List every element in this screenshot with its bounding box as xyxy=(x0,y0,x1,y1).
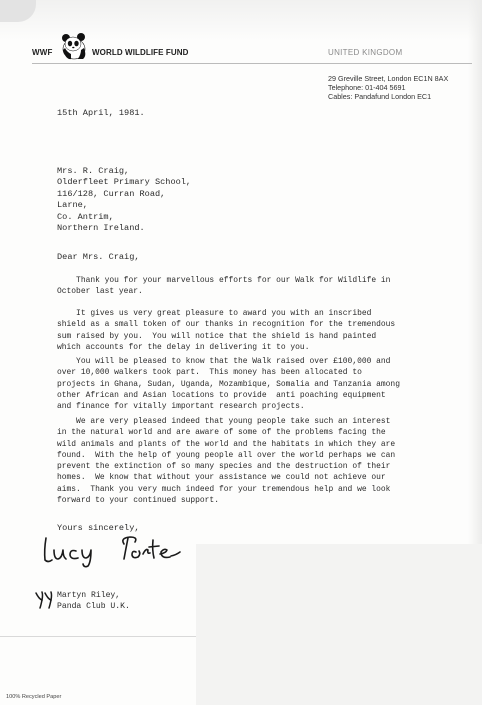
body-line: shield as a small token of our thanks in recognition for the tremendous xyxy=(57,320,396,330)
signer-name: Martyn Riley, xyxy=(57,591,121,600)
org-country: UNITED KINGDOM xyxy=(328,48,403,57)
scan-paper-overlap xyxy=(196,544,482,705)
body-line: We are very pleased indeed that young people take such an interest xyxy=(57,417,391,426)
body-line: in the natural world and are aware of some of the problems facing the xyxy=(57,428,386,438)
body-paragraph xyxy=(57,308,477,353)
body-line: prevent the extinction of so many species and the destruction of their xyxy=(57,462,391,472)
letter-date: 15th April, 1981. xyxy=(57,108,145,118)
body-line: wild animals and plants of the world and the habitats in which they are xyxy=(57,439,396,449)
address-street: 29 Greville Street, London EC1N 8AX xyxy=(328,74,449,83)
body-line: sum raised by you. You will notice that the shield is hand painted xyxy=(57,331,377,341)
body-line: found. With the help of young people all over the world perhaps we can xyxy=(57,450,396,460)
recipient-address xyxy=(57,166,191,234)
body-line: It gives us very great pleasure to award you with an inscribed xyxy=(57,309,372,318)
letterhead xyxy=(32,30,472,60)
scan-paper-edge xyxy=(0,636,196,637)
recipient-line: Co. Antrim, xyxy=(57,211,114,222)
body-line: homes. We know that without your assistance we could not achieve our xyxy=(57,473,386,483)
body-line: aims. Thank you very much indeed for your tremendous help and we look xyxy=(57,484,391,494)
body-line: forward to your continued support. xyxy=(57,496,219,506)
body-line: You will be pleased to know that the Walk raised over £100,000 and xyxy=(57,357,391,366)
address-cables: Cables: Pandafund London EC1 xyxy=(328,92,432,102)
signer-title: Panda Club U.K. xyxy=(57,601,130,611)
handwritten-signature xyxy=(40,532,190,568)
body-line: other African and Asian locations to provide anti poaching equipment xyxy=(57,390,386,400)
org-address-block xyxy=(328,74,448,102)
body-line: which accounts for the delay in delivering it to you. xyxy=(57,342,310,352)
salutation: Dear Mrs. Craig, xyxy=(57,252,140,262)
body-paragraph xyxy=(57,356,477,412)
letterhead-rule xyxy=(32,63,472,64)
address-telephone: Telephone: 01-404 5691 xyxy=(328,83,406,93)
body-paragraph xyxy=(57,275,477,298)
signer-block xyxy=(57,591,130,612)
org-name: WORLD WILDLIFE FUND xyxy=(92,48,189,57)
body-line: Thank you for your marvellous efforts for our Walk for Wildlife in xyxy=(57,276,391,285)
recipient-line: Larne, xyxy=(57,200,88,211)
body-line: and finance for vitally important research projects. xyxy=(57,402,305,412)
handwritten-initials xyxy=(34,589,56,609)
body-paragraph xyxy=(57,416,477,506)
panda-logo-icon xyxy=(57,30,89,60)
body-line: October last year. xyxy=(57,287,143,297)
recipient-line: Northern Ireland. xyxy=(57,223,145,234)
recipient-line: 116/128, Curran Road, xyxy=(57,188,166,199)
body-line: over 10,000 walkers took part. This money has been allocated to xyxy=(57,368,362,378)
recipient-line: Olderfleet Primary School, xyxy=(57,177,192,188)
recipient-line: Mrs. R. Craig, xyxy=(57,166,130,176)
recycled-paper-note: 100% Recycled Paper xyxy=(6,694,62,700)
body-line: projects in Ghana, Sudan, Uganda, Mozambique, Somalia and Tanzania among xyxy=(57,379,400,389)
closing: Yours sincerely, xyxy=(57,523,140,533)
wwf-abbreviation: WWF xyxy=(32,48,53,57)
